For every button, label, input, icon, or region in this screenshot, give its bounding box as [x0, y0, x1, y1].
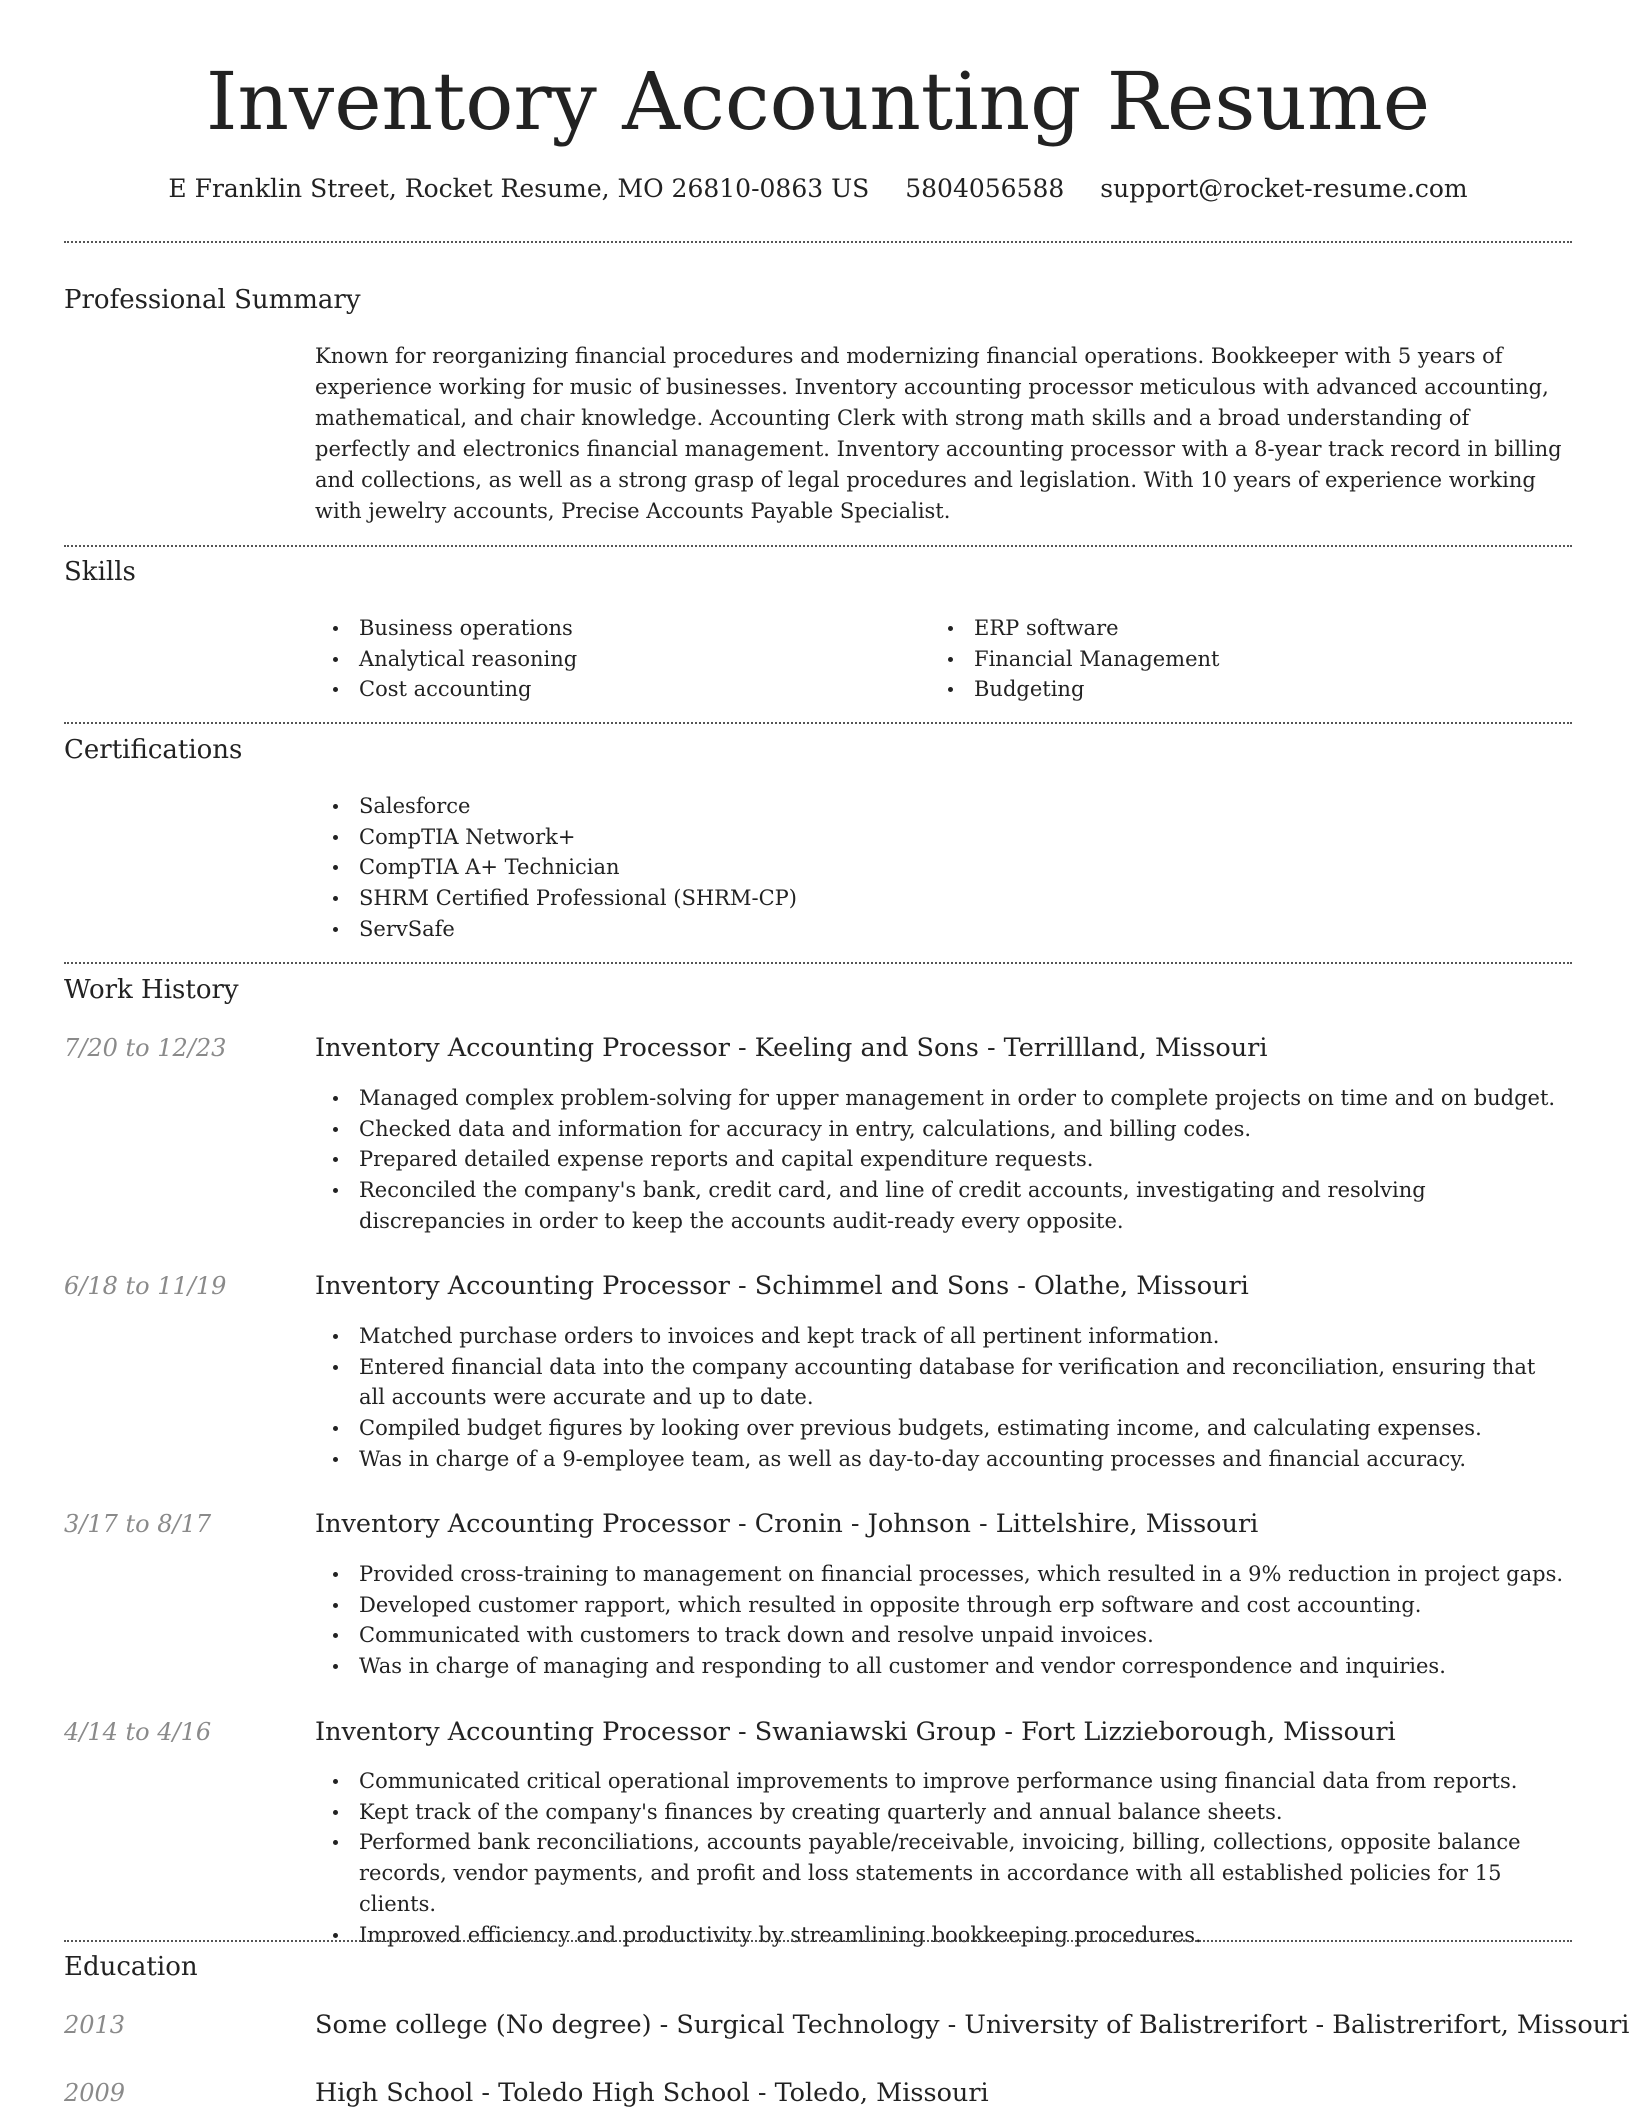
education-entry: High School - Toledo High School - Toledo, Missouri	[315, 2078, 989, 2108]
skills-list-right	[930, 613, 1530, 705]
job-bullet: Managed complex problem-solving for upper management in order to complete projects on time and on budget.	[315, 1083, 1565, 1114]
section-divider	[64, 241, 1572, 243]
job-title: Inventory Accounting Processor - Schimmel and Sons - Olathe, Missouri	[315, 1271, 1249, 1301]
job-bullet: Matched purchase orders to invoices and kept track of all pertinent information.	[315, 1321, 1565, 1352]
job-title: Inventory Accounting Processor - Cronin - Johnson - Littelshire, Missouri	[315, 1509, 1259, 1539]
contact-address: E Franklin Street, Rocket Resume, MO 26810-0863 US	[168, 174, 870, 203]
job-bullet: Prepared detailed expense reports and capital expenditure requests.	[315, 1144, 1565, 1175]
skills-heading: Skills	[64, 557, 136, 587]
job-title: Inventory Accounting Processor - Swaniawski Group - Fort Lizzieborough, Missouri	[315, 1717, 1396, 1747]
skill-item: Analytical reasoning	[315, 644, 915, 675]
certification-item: SHRM Certified Professional (SHRM-CP)	[315, 883, 1565, 914]
job-bullet: Developed customer rapport, which resulted in opposite through erp software and cost accounting.	[315, 1590, 1565, 1621]
job-bullet: Performed bank reconciliations, accounts payable/receivable, invoicing, billing, collections, opposite balance records, vendor payments, and profit and loss statements in accordance with all established policies for 15 clients.	[315, 1827, 1565, 1919]
skill-item: ERP software	[930, 613, 1530, 644]
job-bullet: Improved efficiency and productivity by streamlining bookkeeping procedures.	[315, 1920, 1565, 1951]
skill-item: Financial Management	[930, 644, 1530, 675]
skill-item: Business operations	[315, 613, 915, 644]
job-bullet: Reconciled the company's bank, credit card, and line of credit accounts, investigating and resolving discrepancies in order to keep the accounts audit-ready every opposite.	[315, 1175, 1565, 1236]
contact-email: support@rocket-resume.com	[1100, 174, 1468, 203]
certification-item: ServSafe	[315, 914, 1565, 945]
job-bullet: Kept track of the company's finances by creating quarterly and annual balance sheets.	[315, 1797, 1565, 1828]
job-bullets	[315, 1083, 1565, 1237]
job-bullet: Provided cross-training to management on financial processes, which resulted in a 9% reduction in project gaps.	[315, 1559, 1565, 1590]
job-bullet: Communicated critical operational improvements to improve performance using financial data from reports.	[315, 1766, 1565, 1797]
certifications-list	[315, 791, 1565, 945]
certification-item: Salesforce	[315, 791, 1565, 822]
education-year: 2013	[64, 2011, 126, 2039]
summary-text: Known for reorganizing financial procedures and modernizing financial operations. Bookkeeper with 5 years of experience working for music of businesses. Inventory accounting processor meticulous with advanced accounting, mathematical, and chair knowledge. Accounting Clerk with strong math skills and a broad understanding of perfectly and electronics financial management. Inventory accounting processor with a 8-year track record in billing and collections, as well as a strong grasp of legal procedures and legislation. With 10 years of experience working with jewelry accounts, Precise Accounts Payable Specialist.	[315, 344, 1562, 523]
skills-list-left	[315, 613, 915, 705]
skill-item: Cost accounting	[315, 674, 915, 705]
section-divider	[64, 1940, 1572, 1942]
job-bullets	[315, 1559, 1565, 1682]
education-entry: Some college (No degree) - Surgical Technology - University of Balistrerifort - Balistrerifort, Missouri	[315, 2010, 1630, 2040]
job-dates: 3/17 to 8/17	[64, 1510, 212, 1538]
job-bullet: Entered financial data into the company accounting database for verification and reconciliation, ensuring that all accounts were accurate and up to date.	[315, 1352, 1565, 1413]
certification-item: CompTIA Network+	[315, 822, 1565, 853]
job-bullets	[315, 1321, 1565, 1475]
job-dates: 4/14 to 4/16	[64, 1718, 212, 1746]
job-bullet: Was in charge of managing and responding to all customer and vendor correspondence and inquiries.	[315, 1651, 1565, 1682]
certifications-heading: Certifications	[64, 735, 243, 765]
job-title: Inventory Accounting Processor - Keeling and Sons - Terrillland, Missouri	[315, 1033, 1268, 1063]
education-year: 2009	[64, 2079, 126, 2107]
job-bullets	[315, 1766, 1565, 1950]
section-divider	[64, 722, 1572, 724]
education-heading: Education	[64, 1952, 198, 1982]
skill-item: Budgeting	[930, 674, 1530, 705]
resume-title: Inventory Accounting Resume	[205, 55, 1431, 148]
job-dates: 7/20 to 12/23	[64, 1034, 227, 1062]
job-bullet: Checked data and information for accuracy in entry, calculations, and billing codes.	[315, 1114, 1565, 1145]
section-divider	[64, 545, 1572, 547]
contact-phone: 5804056588	[905, 174, 1065, 203]
certification-item: CompTIA A+ Technician	[315, 852, 1565, 883]
job-bullet: Was in charge of a 9-employee team, as well as day-to-day accounting processes and financial accuracy.	[315, 1444, 1565, 1475]
work-history-heading: Work History	[64, 975, 239, 1005]
job-bullet: Communicated with customers to track down and resolve unpaid invoices.	[315, 1620, 1565, 1651]
section-divider	[64, 962, 1572, 964]
summary-heading: Professional Summary	[64, 285, 361, 315]
job-bullet: Compiled budget figures by looking over previous budgets, estimating income, and calculating expenses.	[315, 1413, 1565, 1444]
contact-line	[64, 172, 1572, 206]
job-dates: 6/18 to 11/19	[64, 1272, 227, 1300]
